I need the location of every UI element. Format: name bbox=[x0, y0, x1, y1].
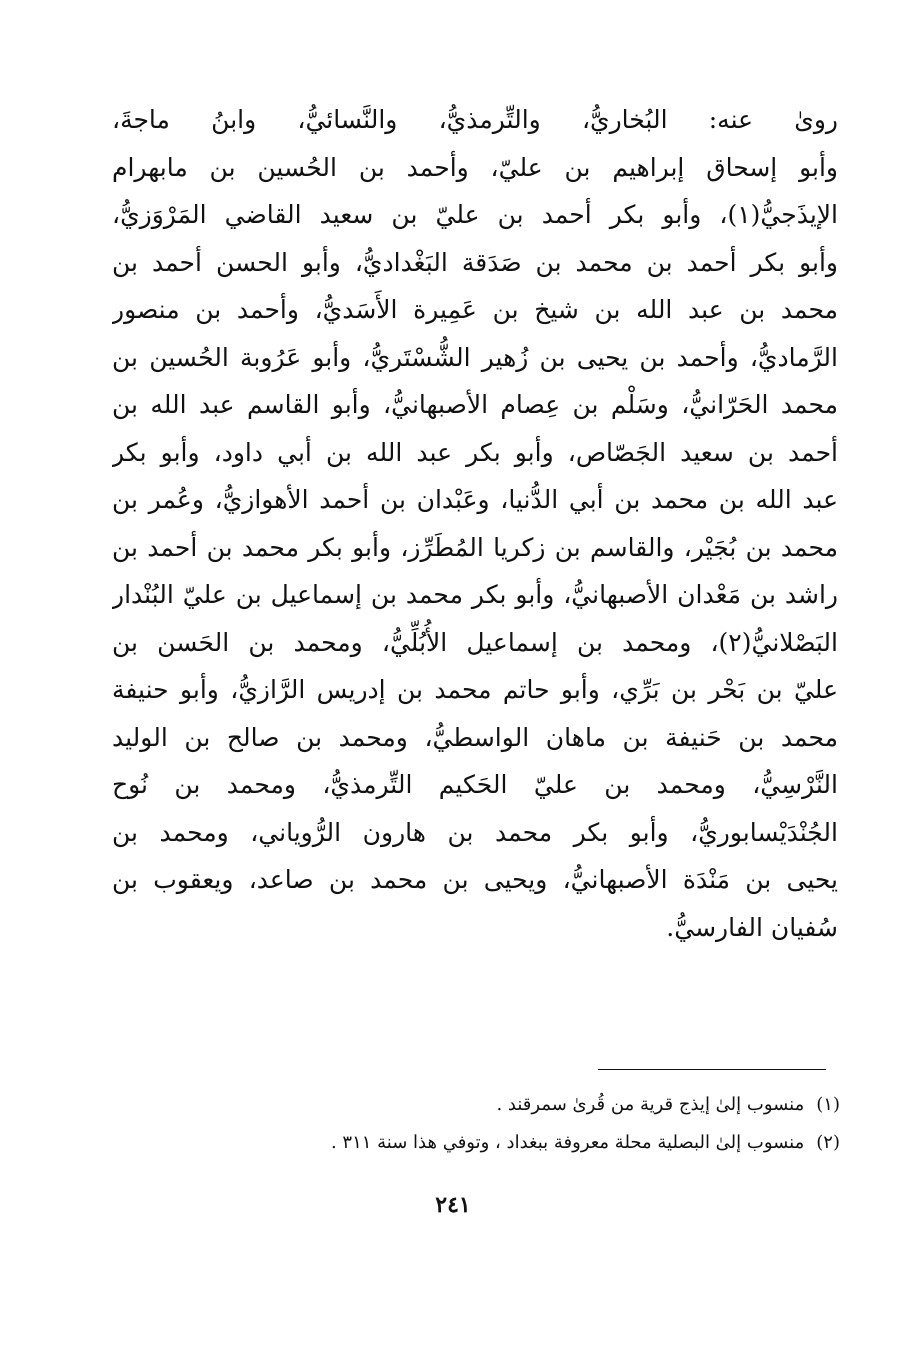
footnote-divider bbox=[598, 1069, 826, 1070]
footnote-1 bbox=[200, 1090, 840, 1120]
text-line-9: عبد الله بن محمد بن أبي الدُّنيا، وعَبْدان بن أحمد الأهوازيُّ، وعُمر بن bbox=[112, 485, 838, 514]
footnote-text: منسوب إلىٰ البصلية محلة معروفة ببغداد ، وتوفي هذا سنة ٣١١ . bbox=[330, 1132, 805, 1153]
text-line-16: الجُنْدَيْسابوريُّ، وأبو بكر محمد بن هارون الرُّوياني، ومحمد بن bbox=[112, 817, 838, 847]
text-line-1: روىٰ عنه: البُخاريُّ، والتِّرمذيُّ، والنَّسائيُّ، وابنُ ماجةَ، bbox=[112, 105, 838, 134]
text-line-3: الإيذَجيُّ(١)، وأبو بكر أحمد بن عليّ بن سعيد القاضي المَرْوَزيُّ، bbox=[112, 200, 838, 229]
text-line-17: يحيى بن مَنْدَة الأصبهانيُّ، ويحيى بن محمد بن صاعد، ويعقوب بن bbox=[112, 865, 838, 894]
text-line-5: محمد بن عبد الله بن شيخ بن عَمِيرة الأَسَديُّ، وأحمد بن منصور bbox=[112, 295, 838, 324]
page-number: ٢٤١ bbox=[435, 1192, 471, 1218]
footnotes bbox=[200, 1090, 840, 1166]
footnote-number: (١) bbox=[816, 1094, 840, 1115]
text-line-14: محمد بن حَنيفة بن ماهان الواسطيُّ، ومحمد بن صالح بن الوليد bbox=[112, 722, 838, 752]
text-line-4: وأبو بكر أحمد بن محمد بن صَدَقة البَغْداديُّ، وأبو الحسن أحمد بن bbox=[112, 247, 838, 277]
text-line-10: محمد بن بُجَيْر، والقاسم بن زكريا المُطَرِّز، وأبو بكر محمد بن أحمد بن bbox=[112, 532, 838, 562]
text-line-15: النَّرْسِيُّ، ومحمد بن عليّ الحَكيم التِّرمذيُّ، ومحمد بن نُوح bbox=[112, 770, 838, 799]
text-line-7: محمد الحَرّانيُّ، وسَلْم بن عِصام الأصبهانيُّ، وأبو القاسم عبد الله بن bbox=[112, 390, 838, 419]
text-line-8: أحمد بن سعيد الجَصّاص، وأبو بكر عبد الله بن أبي داود، وأبو بكر bbox=[112, 437, 838, 467]
text-line-12: البَصْلانيُّ(٢)، ومحمد بن إسماعيل الأُبُلِّيُّ، ومحمد بن الحَسن بن bbox=[112, 627, 838, 657]
footnote-2 bbox=[200, 1128, 840, 1158]
footnote-text: منسوب إلىٰ إيذج قرية من قُرىٰ سمرقند . bbox=[496, 1094, 805, 1115]
text-line-13: عليّ بن بَحْر بن بَرِّي، وأبو حاتم محمد بن إدريس الرَّازيُّ، وأبو حنيفة bbox=[112, 675, 838, 704]
text-line-2: وأبو إسحاق إبراهيم بن عليّ، وأحمد بن الحُسين بن مابهرام bbox=[112, 152, 838, 182]
text-line-18: سُفيان الفارسيُّ. bbox=[666, 912, 838, 942]
footnote-number: (٢) bbox=[816, 1132, 840, 1153]
text-line-11: راشد بن مَعْدان الأصبهانيُّ، وأبو بكر محمد بن إسماعيل بن عليّ البُنْدار bbox=[112, 580, 838, 609]
text-line-6: الرَّماديُّ، وأحمد بن يحيى بن زُهير الشُّسْتَريُّ، وأبو عَرُوبة الحُسين بن bbox=[112, 342, 838, 372]
main-text bbox=[112, 96, 838, 951]
